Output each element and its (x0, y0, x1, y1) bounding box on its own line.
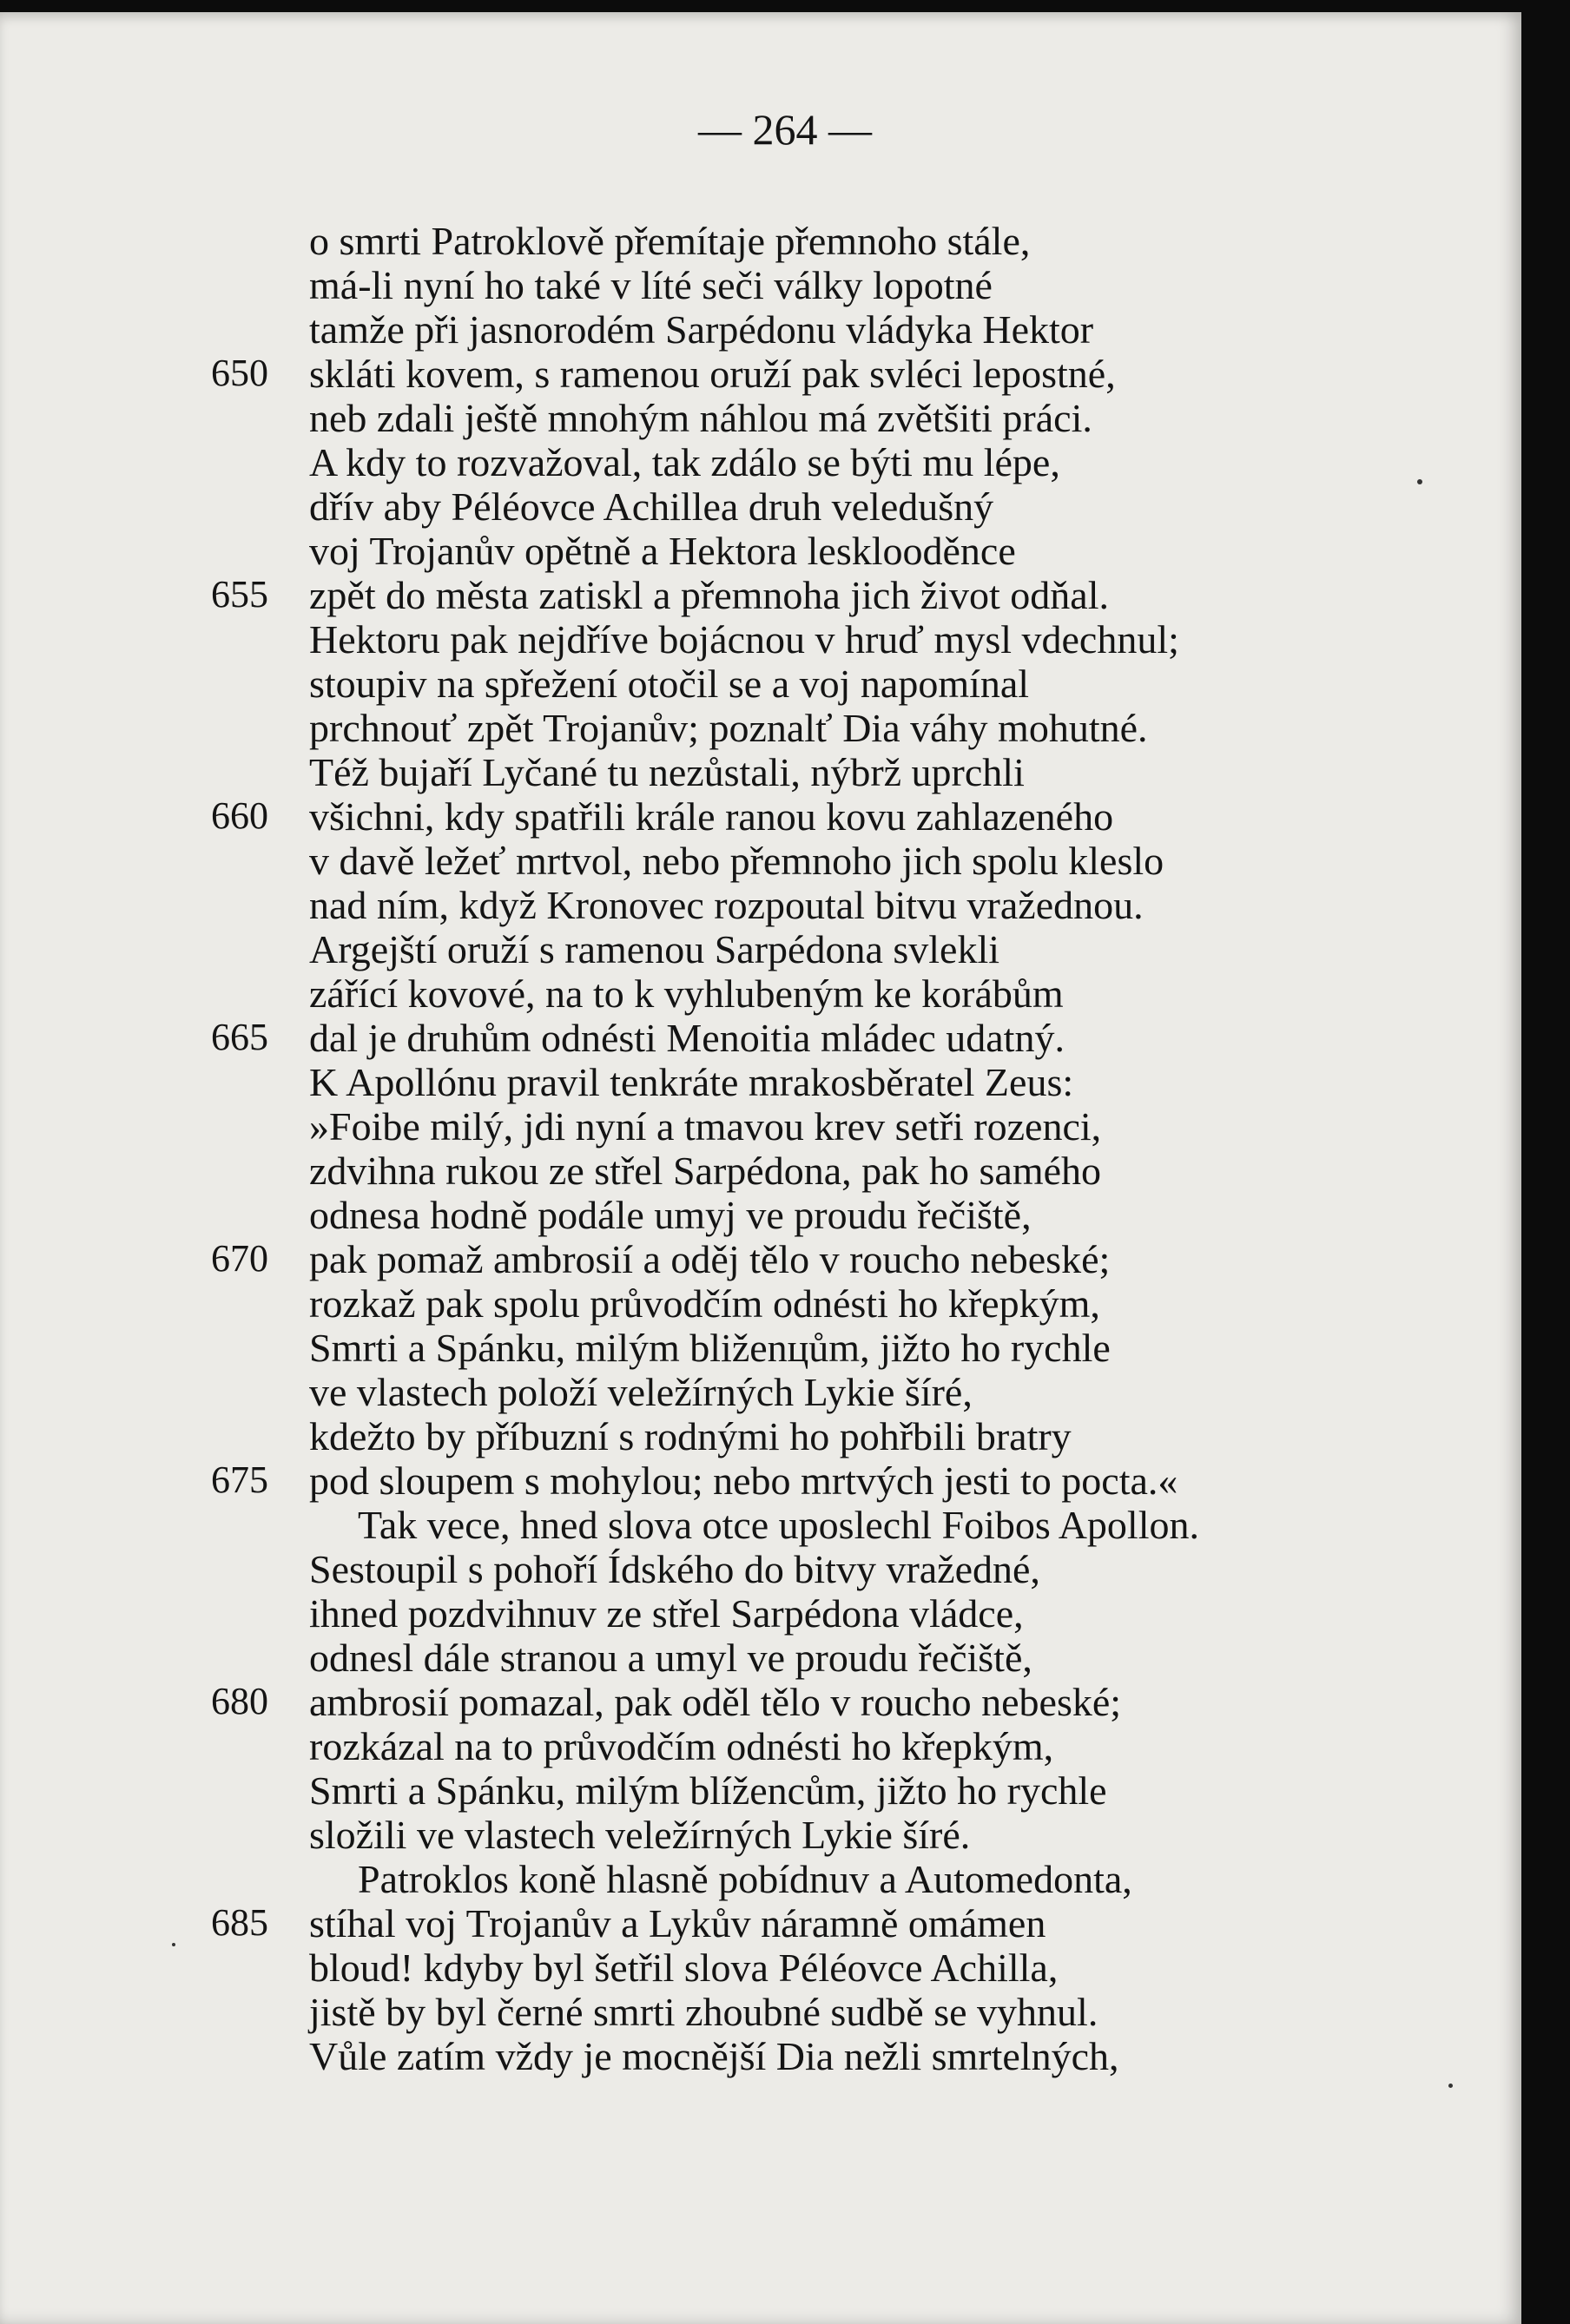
verse-line: Sestoupil s pohoří Ídského do bitvy vražedné, (309, 1547, 1040, 1591)
line-number: 650 (211, 352, 268, 394)
verse-line: zpět do města zatiskl a přemnoha jich život odňal. (309, 573, 1109, 617)
verse-line: bloud! kdyby byl šetřil slova Péléovce Achilla, (309, 1945, 1059, 1990)
line-number: 675 (211, 1458, 268, 1501)
verse-line: Hektoru pak nejdříve bojácnou v hruď mysl vdechnul; (309, 617, 1179, 662)
verse-line: zářící kovové, na to k vyhlubeným ke korábům (309, 971, 1064, 1016)
paper-speck (1417, 479, 1422, 484)
verse-line: skláti kovem, s ramenou oruží pak svléci lepostné, (309, 352, 1116, 396)
verse-line: rozkázal na to průvodčím odnésti ho křepkým, (309, 1724, 1054, 1768)
line-number: 665 (211, 1016, 268, 1058)
verse-line: »Foibe milý, jdi nyní a tmavou krev setři rozenci, (309, 1104, 1102, 1149)
verse-line: A kdy to rozvažoval, tak zdálo se býti mu lépe, (309, 440, 1060, 484)
verse-line: o smrti Patroklově přemítaje přemnoho stále, (309, 219, 1031, 263)
paper-speck (1448, 2084, 1453, 2088)
line-number: 670 (211, 1237, 268, 1280)
verse-line: odnesl dále stranou a umyl ve proudu řečiště, (309, 1636, 1032, 1680)
verse-line: zdvihna rukou ze střel Sarpédona, pak ho samého (309, 1149, 1102, 1193)
line-number: 655 (211, 573, 268, 616)
verse-line: ambrosií pomazal, pak oděl tělo v roucho nebeské; (309, 1680, 1122, 1724)
verse-line: kdežto by příbuzní s rodnými ho pohřbili bratry (309, 1414, 1072, 1458)
verse-line: dal je druhům odnésti Menoitia mládec udatný. (309, 1016, 1065, 1060)
verse-line: jistě by byl černé smrti zhoubné sudbě se vyhnul. (309, 1990, 1098, 2034)
verse-line: Též bujaří Lyčané tu nezůstali, nýbrž uprchli (309, 750, 1025, 794)
verse-line: rozkaž pak spolu průvodčím odnésti ho křepkým, (309, 1281, 1100, 1326)
line-number: 680 (211, 1680, 268, 1722)
verse-line: má-li nyní ho také v líté seči války lopotné (309, 263, 993, 307)
verse-line: K Apollónu pravil tenkráte mrakosběratel Zeus: (309, 1060, 1074, 1104)
verse-line: všichni, kdy spatřili krále ranou kovu zahlazeného (309, 794, 1114, 839)
verse-line: stíhal voj Trojanův a Lykův náramně omámen (309, 1901, 1046, 1945)
verse-line: neb zdali ještě mnohým náhlou má zvětšiti práci. (309, 396, 1092, 440)
verse-line: Smrti a Spánku, milým bliženцům, jižto ho rychle (309, 1326, 1111, 1370)
verse-line: odnesa hodně podále umyj ve proudu řečiště, (309, 1193, 1032, 1237)
verse-line: tamže při jasnorodém Sarpédonu vládyka Hektor (309, 307, 1094, 352)
paper-speck (172, 1943, 175, 1946)
line-number: 660 (211, 794, 268, 837)
verse-line: Patroklos koně hlasně pobídnuv a Automedonta, (358, 1857, 1132, 1901)
verse-line: v davě ležeť mrtvol, nebo přemnoho jich spolu kleslo (309, 839, 1164, 883)
verse-line: ihned pozdvihnuv ze střel Sarpédona vládce, (309, 1591, 1024, 1636)
verse-line: Smrti a Spánku, milým blížencům, jižto ho rychle (309, 1768, 1107, 1813)
verse-line: stoupiv na spřežení otočil se a voj napomínal (309, 662, 1030, 706)
verse-line: složili ve vlastech veležírných Lykie šíré. (309, 1813, 971, 1857)
verse-line: voj Trojanův opětně a Hektora lesklooděnce (309, 529, 1016, 573)
verse-line: Argejští oruží s ramenou Sarpédona svlekli (309, 927, 1000, 971)
verse-line: pod sloupem s mohylou; nebo mrtvých jesti to pocta.« (309, 1458, 1178, 1503)
verse-line: nad ním, když Kronovec rozpoutal bitvu vražednou. (309, 883, 1144, 927)
verse-line: Vůle zatím vždy je mocnější Dia nežli smrtelných, (309, 2034, 1119, 2078)
verse-line: ve vlastech položí veležírných Lykie šíré, (309, 1370, 973, 1414)
line-number: 685 (211, 1901, 268, 1944)
verse-line: prchnouť zpět Trojanův; poznalť Dia váhy mohutné. (309, 706, 1148, 750)
page-number: — 264 — (698, 105, 872, 154)
verse-line: pak pomaž ambrosií a oděj tělo v roucho nebeské; (309, 1237, 1111, 1281)
verse-line: Tak vece, hned slova otce uposlechl Foibos Apollon. (358, 1503, 1199, 1547)
verse-line: dřív aby Péléovce Achillea druh veledušný (309, 484, 994, 529)
